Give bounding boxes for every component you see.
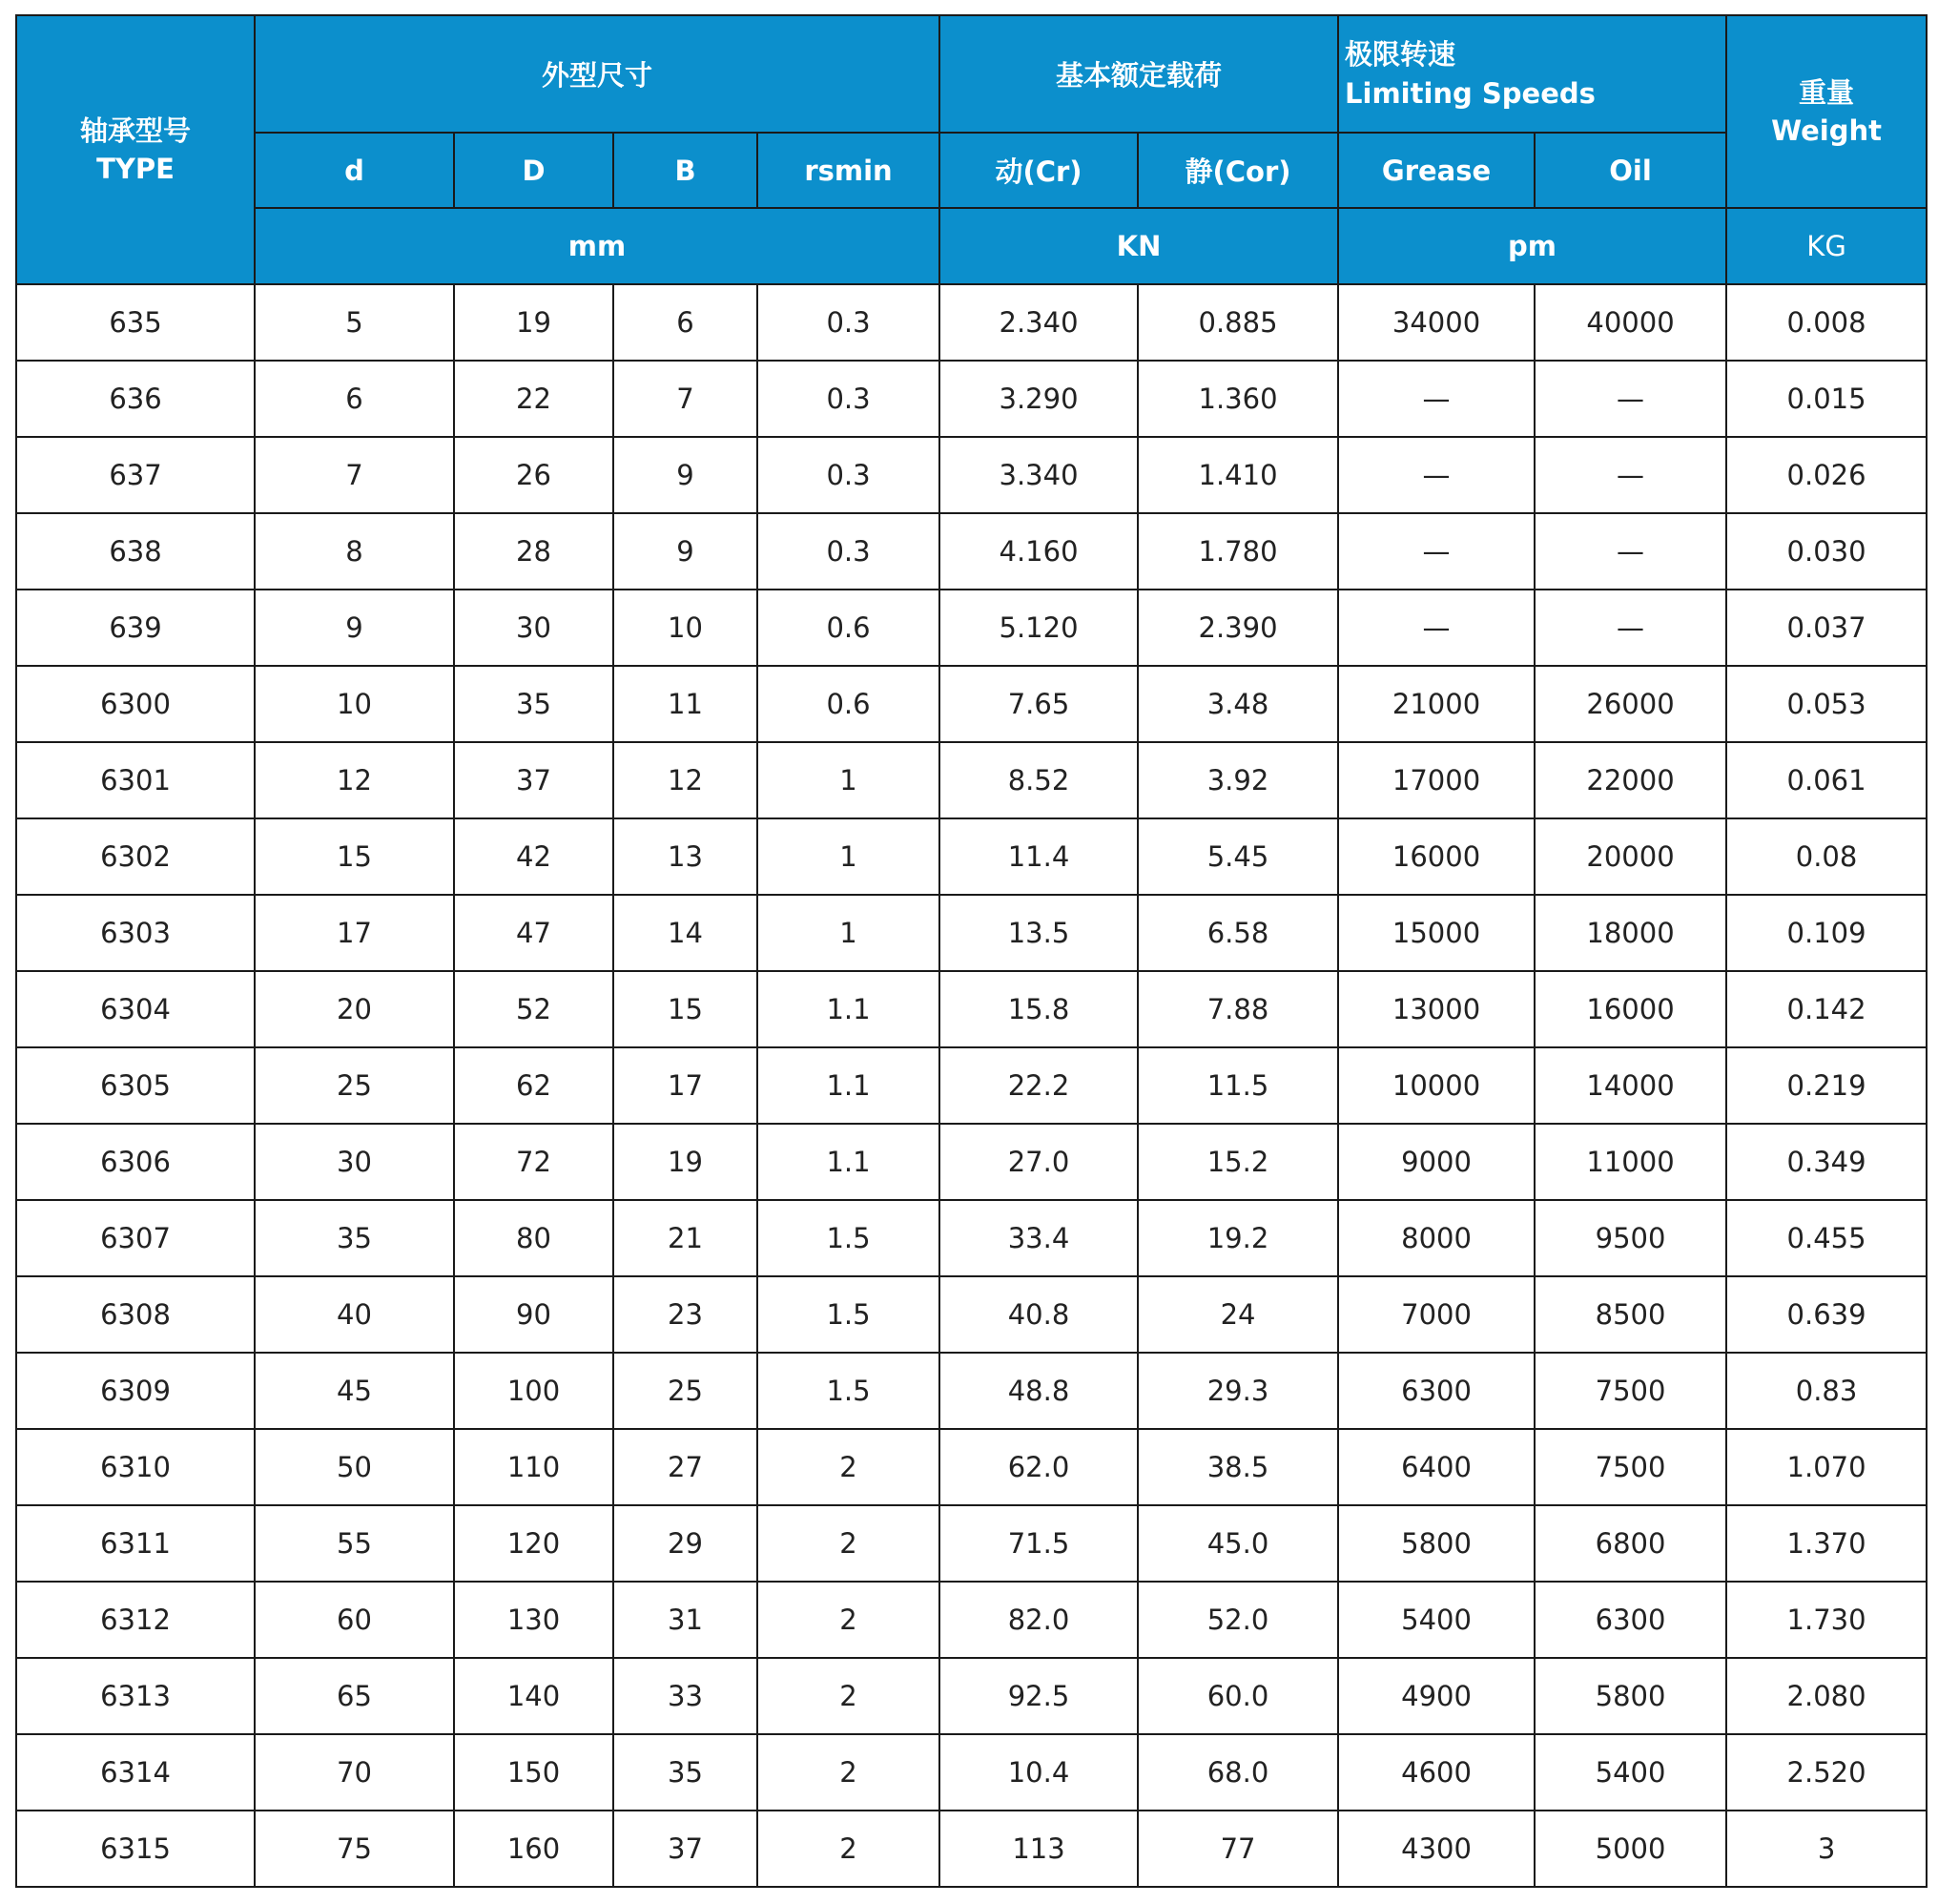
cell-weight: 2.520 (1726, 1734, 1927, 1811)
limiting-speed-group-header (1338, 15, 1726, 133)
cell-type: 6314 (16, 1734, 255, 1811)
cell-outer-d: 160 (454, 1811, 613, 1887)
cell-weight: 0.030 (1726, 513, 1927, 590)
cell-grease-speed: 4300 (1338, 1811, 1535, 1887)
speed-header-cn: 极限转速 (1345, 37, 1456, 71)
cell-type: 6305 (16, 1047, 255, 1124)
cell-weight: 0.008 (1726, 284, 1927, 361)
cell-outer-d: 110 (454, 1429, 613, 1505)
cell-outer-d: 35 (454, 666, 613, 742)
cell-dynamic-load: 11.4 (939, 818, 1138, 895)
cell-static-load: 24 (1138, 1276, 1338, 1353)
cell-oil-speed: 6300 (1535, 1582, 1726, 1658)
cell-b: 14 (613, 895, 757, 971)
cell-outer-d: 150 (454, 1734, 613, 1811)
cell-rsmin: 1 (757, 742, 939, 818)
type-header-cn: 轴承型号 (79, 114, 191, 147)
cell-outer-d: 28 (454, 513, 613, 590)
cell-grease-speed: 34000 (1338, 284, 1535, 361)
cell-rsmin: 1.5 (757, 1353, 939, 1429)
cell-type: 6307 (16, 1200, 255, 1276)
cell-rsmin: 0.3 (757, 437, 939, 513)
cell-static-load: 2.390 (1138, 590, 1338, 666)
cell-d: 15 (255, 818, 454, 895)
cell-weight: 0.037 (1726, 590, 1927, 666)
table-row (16, 1429, 1927, 1505)
header-row-groups (16, 15, 1927, 133)
cell-oil-speed: 6800 (1535, 1505, 1726, 1582)
cell-oil-speed: — (1535, 513, 1726, 590)
col-header-grease: Grease (1338, 133, 1535, 208)
cell-outer-d: 80 (454, 1200, 613, 1276)
table-row (16, 361, 1927, 437)
cell-weight: 0.639 (1726, 1276, 1927, 1353)
cell-b: 33 (613, 1658, 757, 1734)
cell-oil-speed: 20000 (1535, 818, 1726, 895)
cell-outer-d: 42 (454, 818, 613, 895)
cell-rsmin: 2 (757, 1505, 939, 1582)
table-row (16, 818, 1927, 895)
type-header-en: TYPE (96, 153, 175, 185)
cell-outer-d: 37 (454, 742, 613, 818)
cell-static-load: 29.3 (1138, 1353, 1338, 1429)
table-row (16, 1047, 1927, 1124)
cell-type: 6304 (16, 971, 255, 1047)
cell-d: 12 (255, 742, 454, 818)
table-header (16, 15, 1927, 284)
cell-b: 29 (613, 1505, 757, 1582)
cell-weight: 0.109 (1726, 895, 1927, 971)
cell-outer-d: 130 (454, 1582, 613, 1658)
load-rating-group-header: 基本额定载荷 (939, 15, 1338, 133)
cell-rsmin: 1.1 (757, 1047, 939, 1124)
cell-oil-speed: 11000 (1535, 1124, 1726, 1200)
cell-rsmin: 0.6 (757, 590, 939, 666)
cell-static-load: 1.410 (1138, 437, 1338, 513)
cell-oil-speed: 5800 (1535, 1658, 1726, 1734)
cell-grease-speed: 10000 (1338, 1047, 1535, 1124)
cell-rsmin: 0.6 (757, 666, 939, 742)
cell-dynamic-load: 82.0 (939, 1582, 1138, 1658)
cell-outer-d: 100 (454, 1353, 613, 1429)
cell-type: 6303 (16, 895, 255, 971)
cell-static-load: 3.48 (1138, 666, 1338, 742)
cell-dynamic-load: 10.4 (939, 1734, 1138, 1811)
cell-oil-speed: 7500 (1535, 1353, 1726, 1429)
cell-rsmin: 0.3 (757, 284, 939, 361)
cell-outer-d: 26 (454, 437, 613, 513)
cell-d: 40 (255, 1276, 454, 1353)
cell-grease-speed: 8000 (1338, 1200, 1535, 1276)
cell-type: 6308 (16, 1276, 255, 1353)
cell-rsmin: 1.5 (757, 1276, 939, 1353)
cell-oil-speed: 14000 (1535, 1047, 1726, 1124)
cell-dynamic-load: 3.290 (939, 361, 1138, 437)
cell-rsmin: 1.1 (757, 971, 939, 1047)
dimensions-group-header: 外型尺寸 (255, 15, 939, 133)
cell-weight: 0.349 (1726, 1124, 1927, 1200)
cell-grease-speed: 17000 (1338, 742, 1535, 818)
cell-dynamic-load: 62.0 (939, 1429, 1138, 1505)
cell-rsmin: 1 (757, 818, 939, 895)
cell-oil-speed: 5000 (1535, 1811, 1726, 1887)
cell-oil-speed: — (1535, 590, 1726, 666)
table-row (16, 590, 1927, 666)
cell-d: 70 (255, 1734, 454, 1811)
cell-static-load: 5.45 (1138, 818, 1338, 895)
cell-dynamic-load: 48.8 (939, 1353, 1138, 1429)
cell-weight: 1.370 (1726, 1505, 1927, 1582)
cell-b: 15 (613, 971, 757, 1047)
cell-outer-d: 19 (454, 284, 613, 361)
cell-oil-speed: — (1535, 437, 1726, 513)
cell-d: 6 (255, 361, 454, 437)
cell-static-load: 52.0 (1138, 1582, 1338, 1658)
cell-grease-speed: 16000 (1338, 818, 1535, 895)
cell-b: 17 (613, 1047, 757, 1124)
cell-d: 55 (255, 1505, 454, 1582)
cell-outer-d: 90 (454, 1276, 613, 1353)
cell-b: 25 (613, 1353, 757, 1429)
cell-oil-speed: 22000 (1535, 742, 1726, 818)
cell-b: 11 (613, 666, 757, 742)
cell-outer-d: 62 (454, 1047, 613, 1124)
cell-oil-speed: 40000 (1535, 284, 1726, 361)
cell-grease-speed: — (1338, 590, 1535, 666)
cell-type: 6309 (16, 1353, 255, 1429)
cell-grease-speed: 21000 (1338, 666, 1535, 742)
cell-weight: 2.080 (1726, 1658, 1927, 1734)
cell-weight: 1.730 (1726, 1582, 1927, 1658)
col-header-b: B (613, 133, 757, 208)
cell-static-load: 3.92 (1138, 742, 1338, 818)
cell-rsmin: 2 (757, 1658, 939, 1734)
cell-b: 10 (613, 590, 757, 666)
cell-dynamic-load: 8.52 (939, 742, 1138, 818)
cell-oil-speed: 9500 (1535, 1200, 1726, 1276)
cell-b: 23 (613, 1276, 757, 1353)
cell-d: 50 (255, 1429, 454, 1505)
cell-type: 6301 (16, 742, 255, 818)
cell-dynamic-load: 113 (939, 1811, 1138, 1887)
cell-grease-speed: 7000 (1338, 1276, 1535, 1353)
cell-grease-speed: 6400 (1338, 1429, 1535, 1505)
cell-rsmin: 1 (757, 895, 939, 971)
cell-weight: 1.070 (1726, 1429, 1927, 1505)
cell-outer-d: 72 (454, 1124, 613, 1200)
cell-static-load: 19.2 (1138, 1200, 1338, 1276)
cell-d: 10 (255, 666, 454, 742)
cell-rsmin: 2 (757, 1582, 939, 1658)
cell-weight: 0.061 (1726, 742, 1927, 818)
cell-grease-speed: 5400 (1338, 1582, 1535, 1658)
cell-weight: 3 (1726, 1811, 1927, 1887)
cell-grease-speed: — (1338, 513, 1535, 590)
unit-weight: KG (1726, 208, 1927, 284)
cell-grease-speed: — (1338, 437, 1535, 513)
cell-grease-speed: 4900 (1338, 1658, 1535, 1734)
cell-b: 9 (613, 437, 757, 513)
table-row (16, 895, 1927, 971)
cell-static-load: 38.5 (1138, 1429, 1338, 1505)
cell-d: 30 (255, 1124, 454, 1200)
cell-rsmin: 1.1 (757, 1124, 939, 1200)
cell-static-load: 1.360 (1138, 361, 1338, 437)
cell-outer-d: 120 (454, 1505, 613, 1582)
cell-b: 7 (613, 361, 757, 437)
cell-d: 20 (255, 971, 454, 1047)
table-row (16, 1200, 1927, 1276)
cell-b: 21 (613, 1200, 757, 1276)
unit-load: KN (939, 208, 1338, 284)
cell-static-load: 11.5 (1138, 1047, 1338, 1124)
cell-oil-speed: 7500 (1535, 1429, 1726, 1505)
cell-dynamic-load: 5.120 (939, 590, 1138, 666)
cell-d: 25 (255, 1047, 454, 1124)
cell-type: 6313 (16, 1658, 255, 1734)
cell-dynamic-load: 2.340 (939, 284, 1138, 361)
table-body (16, 284, 1927, 1887)
cell-oil-speed: — (1535, 361, 1726, 437)
cell-dynamic-load: 7.65 (939, 666, 1138, 742)
table-row (16, 1582, 1927, 1658)
cell-type: 639 (16, 590, 255, 666)
cell-rsmin: 2 (757, 1429, 939, 1505)
table-row (16, 742, 1927, 818)
cell-dynamic-load: 13.5 (939, 895, 1138, 971)
cell-type: 635 (16, 284, 255, 361)
col-header-oil: Oil (1535, 133, 1726, 208)
cell-oil-speed: 16000 (1535, 971, 1726, 1047)
cell-dynamic-load: 15.8 (939, 971, 1138, 1047)
cell-b: 37 (613, 1811, 757, 1887)
cell-d: 75 (255, 1811, 454, 1887)
cell-oil-speed: 26000 (1535, 666, 1726, 742)
cell-dynamic-load: 22.2 (939, 1047, 1138, 1124)
cell-type: 6300 (16, 666, 255, 742)
col-header-d: d (255, 133, 454, 208)
table-row (16, 666, 1927, 742)
cell-dynamic-load: 92.5 (939, 1658, 1138, 1734)
cell-dynamic-load: 4.160 (939, 513, 1138, 590)
cell-rsmin: 2 (757, 1811, 939, 1887)
cell-oil-speed: 8500 (1535, 1276, 1726, 1353)
table-row (16, 1734, 1927, 1811)
cell-static-load: 1.780 (1138, 513, 1338, 590)
cell-grease-speed: — (1338, 361, 1535, 437)
cell-rsmin: 0.3 (757, 513, 939, 590)
cell-b: 12 (613, 742, 757, 818)
cell-weight: 0.83 (1726, 1353, 1927, 1429)
cell-d: 45 (255, 1353, 454, 1429)
table-row (16, 1353, 1927, 1429)
table-row (16, 1124, 1927, 1200)
cell-d: 8 (255, 513, 454, 590)
unit-dimensions: mm (255, 208, 939, 284)
table-row (16, 1811, 1927, 1887)
cell-d: 65 (255, 1658, 454, 1734)
cell-dynamic-load: 71.5 (939, 1505, 1138, 1582)
cell-weight: 0.08 (1726, 818, 1927, 895)
cell-weight: 0.142 (1726, 971, 1927, 1047)
table-row (16, 437, 1927, 513)
table-row (16, 513, 1927, 590)
cell-type: 6312 (16, 1582, 255, 1658)
col-header-static-load: 静(Cor) (1138, 133, 1338, 208)
cell-type: 6302 (16, 818, 255, 895)
bearing-spec-table (15, 14, 1928, 1888)
table-row (16, 1276, 1927, 1353)
cell-dynamic-load: 40.8 (939, 1276, 1138, 1353)
cell-static-load: 6.58 (1138, 895, 1338, 971)
unit-speed: pm (1338, 208, 1726, 284)
cell-outer-d: 140 (454, 1658, 613, 1734)
cell-b: 13 (613, 818, 757, 895)
cell-weight: 0.053 (1726, 666, 1927, 742)
cell-d: 17 (255, 895, 454, 971)
cell-b: 19 (613, 1124, 757, 1200)
cell-type: 6315 (16, 1811, 255, 1887)
weight-header-cn: 重量 (1799, 76, 1855, 109)
type-column-header (16, 15, 255, 284)
cell-outer-d: 30 (454, 590, 613, 666)
cell-static-load: 0.885 (1138, 284, 1338, 361)
cell-dynamic-load: 33.4 (939, 1200, 1138, 1276)
speed-header-en: Limiting Speeds (1345, 76, 1596, 110)
table-row (16, 284, 1927, 361)
cell-type: 6311 (16, 1505, 255, 1582)
cell-type: 636 (16, 361, 255, 437)
cell-type: 638 (16, 513, 255, 590)
table-row (16, 1505, 1927, 1582)
cell-d: 5 (255, 284, 454, 361)
col-header-outer-d: D (454, 133, 613, 208)
cell-static-load: 45.0 (1138, 1505, 1338, 1582)
table-row (16, 971, 1927, 1047)
weight-header-en: Weight (1771, 114, 1882, 147)
cell-outer-d: 52 (454, 971, 613, 1047)
header-row-units (16, 208, 1927, 284)
cell-d: 60 (255, 1582, 454, 1658)
cell-rsmin: 0.3 (757, 361, 939, 437)
cell-type: 6310 (16, 1429, 255, 1505)
cell-grease-speed: 6300 (1338, 1353, 1535, 1429)
cell-weight: 0.455 (1726, 1200, 1927, 1276)
cell-b: 9 (613, 513, 757, 590)
cell-outer-d: 22 (454, 361, 613, 437)
cell-grease-speed: 5800 (1338, 1505, 1535, 1582)
cell-d: 35 (255, 1200, 454, 1276)
cell-outer-d: 47 (454, 895, 613, 971)
cell-d: 9 (255, 590, 454, 666)
cell-rsmin: 1.5 (757, 1200, 939, 1276)
table-row (16, 1658, 1927, 1734)
cell-type: 6306 (16, 1124, 255, 1200)
cell-oil-speed: 18000 (1535, 895, 1726, 971)
cell-oil-speed: 5400 (1535, 1734, 1726, 1811)
cell-weight: 0.219 (1726, 1047, 1927, 1124)
col-header-dynamic-load: 动(Cr) (939, 133, 1138, 208)
header-row-columns (16, 133, 1927, 208)
cell-grease-speed: 15000 (1338, 895, 1535, 971)
cell-grease-speed: 4600 (1338, 1734, 1535, 1811)
cell-static-load: 68.0 (1138, 1734, 1338, 1811)
col-header-rsmin: rsmin (757, 133, 939, 208)
cell-static-load: 60.0 (1138, 1658, 1338, 1734)
cell-grease-speed: 9000 (1338, 1124, 1535, 1200)
cell-d: 7 (255, 437, 454, 513)
cell-dynamic-load: 3.340 (939, 437, 1138, 513)
cell-weight: 0.026 (1726, 437, 1927, 513)
cell-b: 31 (613, 1582, 757, 1658)
cell-type: 637 (16, 437, 255, 513)
cell-b: 27 (613, 1429, 757, 1505)
cell-rsmin: 2 (757, 1734, 939, 1811)
cell-static-load: 15.2 (1138, 1124, 1338, 1200)
cell-weight: 0.015 (1726, 361, 1927, 437)
cell-grease-speed: 13000 (1338, 971, 1535, 1047)
cell-static-load: 77 (1138, 1811, 1338, 1887)
cell-b: 35 (613, 1734, 757, 1811)
cell-dynamic-load: 27.0 (939, 1124, 1138, 1200)
weight-column-header (1726, 15, 1927, 208)
cell-static-load: 7.88 (1138, 971, 1338, 1047)
cell-b: 6 (613, 284, 757, 361)
